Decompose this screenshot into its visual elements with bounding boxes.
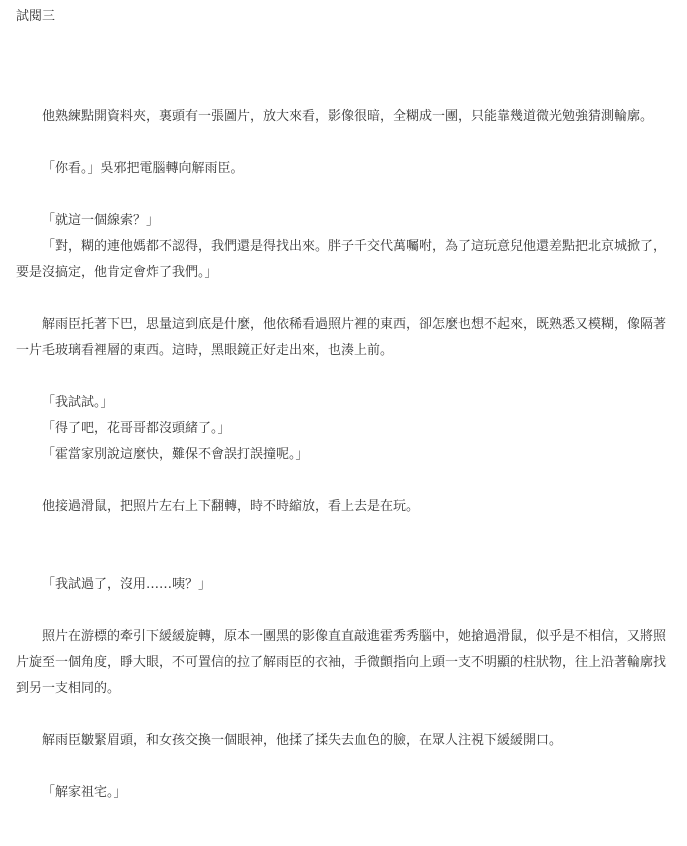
paragraph-2: 「你看。」吳邪把電腦轉向解雨臣。: [42, 161, 244, 176]
paragraph-10: 「我試過了，沒用……咦？」: [42, 577, 212, 592]
paragraph-12: 解雨臣皺緊眉頭，和女孩交換一個眼神，他揉了揉失去血色的臉，在眾人注視下緩緩開口。: [42, 733, 563, 748]
paragraph-13: 「解家祖宅。」: [42, 785, 127, 800]
page-title: 試閱三: [16, 9, 56, 24]
paragraph-8: 「霍當家別說這麼快，難保不會誤打誤撞呢。」: [42, 447, 309, 462]
paragraph-11: 照片在游標的牽引下緩緩旋轉，原本一團黑的影像直直敲進霍秀秀腦中，她搶過滑鼠，似乎是不相信，又將照片旋至一個角度，睜大眼，不可置信的拉了解雨臣的衣袖，手微顫指向上頭一支不明顯的柱狀物，往上沿著輪廓找到另一支相同的。: [16, 629, 667, 696]
paragraph-1: 他熟練點開資料夾，裏頭有一張圖片，放大來看，影像很暗，全糊成一團，只能靠幾道微光勉強猜測輪廓。: [42, 109, 654, 124]
paragraph-3: 「就這一個線索？」: [42, 213, 160, 228]
paragraph-5: 解雨臣托著下巴，思量這到底是什麼，他依稀看過照片裡的東西，卻怎麼也想不起來，既熟悉又模糊，像隔著一片毛玻璃看裡層的東西。這時，黑眼鏡正好走出來，也湊上前。: [16, 317, 667, 358]
paragraph-4: 「對，糊的連他媽都不認得，我們還是得找出來。胖子千交代萬囑咐，為了這玩意兒他還差點把北京城掀了，要是沒搞定，他肯定會炸了我們。」: [16, 239, 667, 280]
paragraph-6: 「我試試。」: [42, 395, 114, 410]
article-body: [16, 104, 672, 806]
paragraph-7: 「得了吧，花哥哥都沒頭緒了。」: [42, 421, 231, 436]
paragraph-9: 他接過滑鼠，把照片左右上下翻轉，時不時縮放，看上去是在玩。: [42, 499, 420, 514]
